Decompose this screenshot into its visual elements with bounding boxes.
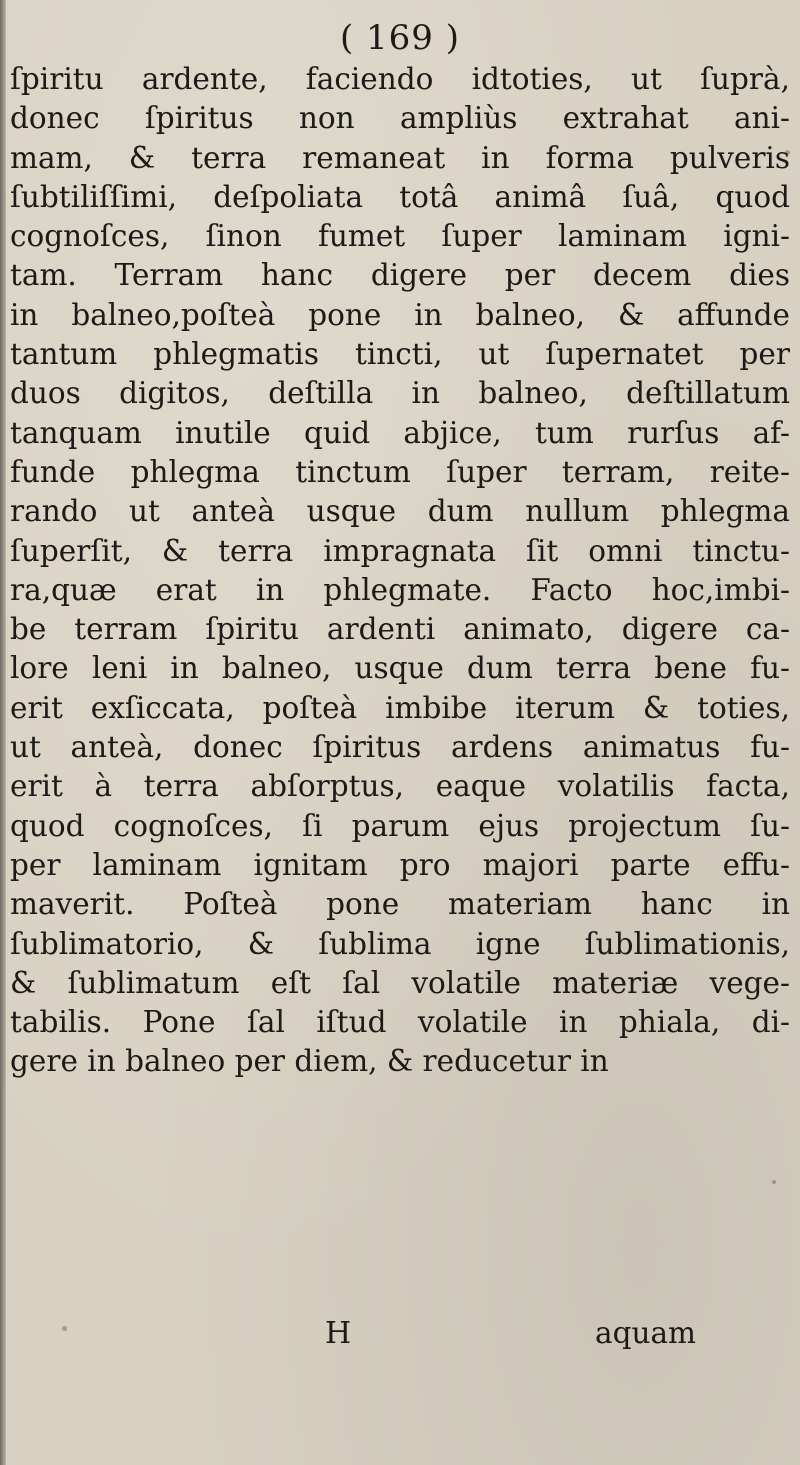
text-line: per laminam ignitam pro majori parte effu- (10, 847, 790, 882)
text-line: lore leni in balneo, usque dum terra bene fu- (10, 651, 790, 686)
page-number: ( 169 ) (339, 18, 461, 58)
text-line: maverit. Poſteà pone materiam hanc in (10, 887, 790, 922)
page-gutter-edge (0, 0, 6, 1465)
text-line: ſubtiliſſimi, deſpoliata totâ animâ ſuâ, quod (10, 179, 790, 214)
text-line: funde phlegma tinctum ſuper terram, reite- (10, 454, 790, 489)
text-line: be terram ſpiritu ardenti animato, digere ca- (10, 612, 790, 647)
text-line: ſublimatorio, & ſublima igne ſublimationis, (10, 926, 790, 961)
text-line: tanquam inutile quid abjice, tum rurſus af- (10, 415, 790, 450)
text-line: cognoſces, ſinon fumet ſuper laminam igni- (10, 219, 790, 254)
text-line: duos digitos, deſtilla in balneo, deſtillatum (10, 376, 790, 411)
text-line: ut anteà, donec ſpiritus ardens animatus fu- (10, 730, 790, 765)
text-line: ra,quæ erat in phlegmate. Facto hoc,imbi- (10, 572, 790, 607)
text-line: ſuperſit, & terra impragnata ſit omni tinctu- (10, 533, 790, 568)
paper-speck (772, 1180, 776, 1184)
text-line: erit exſiccata, poſteà imbibe iterum & toties, (10, 690, 790, 725)
text-line: tabilis. Pone ſal iſtud volatile in phiala, di- (10, 1005, 790, 1040)
text-line: erit à terra abſorptus, eaque volatilis facta, (10, 769, 790, 804)
paper-speck (62, 1326, 67, 1331)
text-line: ſpiritu ardente, faciendo idtoties, ut ſuprà, (10, 62, 790, 96)
text-line: rando ut anteà usque dum nullum phlegma (10, 494, 790, 529)
text-line: mam, & terra remaneat in forma pulveris (10, 140, 790, 175)
text-line: quod cognoſces, ſi parum ejus projectum ſu- (10, 808, 790, 843)
text-line: tantum phlegmatis tincti, ut ſupernatet per (10, 337, 790, 372)
body-text (10, 60, 800, 1082)
paper-speck (785, 150, 790, 155)
signature-mark: H (325, 1316, 352, 1351)
text-line: gere in balneo per diem, & reducetur in (10, 1044, 609, 1079)
text-line: & ſublimatum eſt ſal volatile materiæ vege- (10, 965, 790, 1000)
text-line: in balneo,poſteà pone in balneo, & affunde (10, 297, 790, 332)
catchword: aquam (595, 1316, 697, 1350)
text-line: donec ſpiritus non ampliùs extrahat ani- (10, 101, 790, 136)
text-line: tam. Terram hanc digere per decem dies (10, 258, 790, 293)
